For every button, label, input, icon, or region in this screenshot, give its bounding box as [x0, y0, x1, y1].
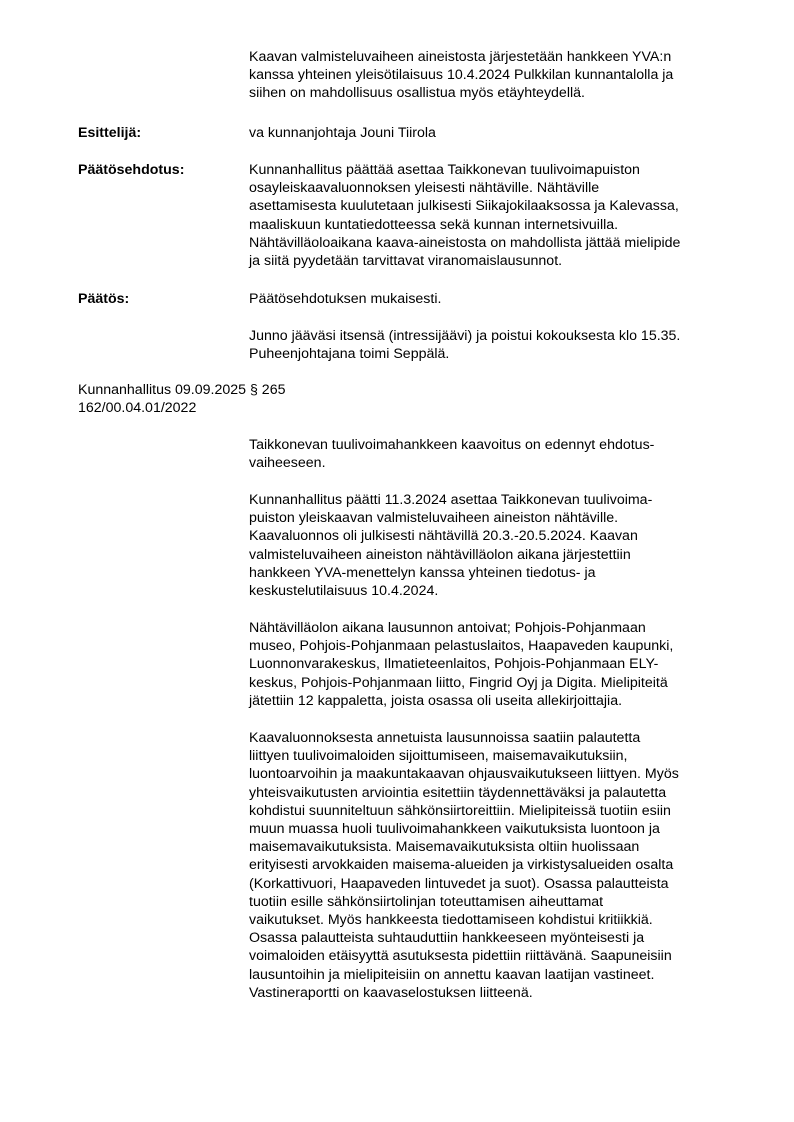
paragraph-line: Kaavaluonnos oli julkisesti nähtävillä 20.3.-20.5.2024. Kaavan: [249, 528, 638, 545]
intro-line: kanssa yhteinen yleisötilaisuus 10.4.2024 Pulkkilan kunnantalolla ja: [249, 67, 674, 84]
paragraph-line: tuotiin esille sähkönsiirtolinjan toteuttamisen aiheuttamat: [249, 893, 604, 910]
paragraph-line: maisemavaikutuksista. Maisemavaikutuksista oltiin huolissaan: [249, 839, 640, 856]
proposal-line: asettamisesta kuulutetaan julkisesti Siikajokilaaksossa ja Kalevassa,: [249, 198, 679, 215]
paragraph-line: museo, Pohjois-Pohjanmaan pelastuslaitos, Haapaveden kaupunki,: [249, 638, 674, 655]
decision-note-line: Junno jääväsi itsensä (intressijäävi) ja poistui kokouksesta klo 15.35.: [249, 328, 681, 344]
paragraph-line: erityisesti arvokkaiden maisema-alueiden ja virkistysalueiden osalta: [249, 857, 674, 874]
paragraph-line: muun muassa huoli tuulivoimahankkeen vaikutuksista luontoon ja: [249, 821, 660, 838]
proposal-line: osayleiskaavaluonnoksen yleisesti nähtäville. Nähtäville: [249, 180, 600, 197]
proposal-label: Päätösehdotus:: [78, 162, 185, 178]
decision-label: Päätös:: [78, 291, 130, 307]
record-number: 162/00.04.01/2022: [78, 400, 197, 417]
paragraph-history: [249, 491, 749, 600]
presenter-name: va kunnanjohtaja Jouni Tiirola: [249, 125, 436, 141]
paragraph-status: [249, 436, 749, 472]
paragraph-line: hankkeen YVA-menettelyn kanssa yhteinen tiedotus- ja: [249, 564, 596, 581]
paragraph-line: vaiheeseen.: [249, 455, 326, 472]
decision-value: [249, 290, 749, 308]
paragraph-feedback: [249, 729, 749, 1002]
paragraph-line: Vastineraportti on kaavaselostuksen liitteenä.: [249, 984, 533, 1001]
presenter-label: Esittelijä:: [78, 125, 142, 141]
intro-line: siihen on mahdollisuus osallistua myös etäyhteydellä.: [249, 85, 585, 102]
proposal-line: Nähtävilläoloaikana kaava-aineistosta on mahdollista jättää mielipide: [249, 234, 681, 251]
paragraph-line: lausuntoihin ja mielipiteisiin on annettu kaavan laatijan vastineet.: [249, 966, 655, 983]
paragraph-line: (Korkattivuori, Haapaveden lintuvedet ja suot). Osassa palautteista: [249, 875, 669, 892]
paragraph-line: vaikutukset. Myös hankkeesta tiedottamiseen kohdistui kritiikkiä.: [249, 912, 653, 929]
proposal-line: maaliskuun kuntatiedotteessa sekä kunnan internetsivuilla.: [249, 216, 619, 233]
paragraph-line: Kaavaluonnoksesta annetuista lausunnoissa saatiin palautetta: [249, 730, 641, 746]
meeting-reference: [78, 381, 285, 417]
proposal-line: Kunnanhallitus päättää asettaa Taikkonevan tuulivoimapuiston: [249, 162, 640, 178]
paragraph-line: jätettiin 12 kappaletta, joista osassa oli useita allekirjoittajia.: [249, 692, 623, 709]
paragraph-line: keskus, Pohjois-Pohjanmaan liitto, Fingrid Oyj ja Digita. Mielipiteitä: [249, 674, 668, 691]
paragraph-line: valmisteluvaiheen aineiston nähtävilläolon aikana järjestettiin: [249, 546, 631, 563]
presenter-value: [249, 124, 749, 142]
decision-text: Päätösehdotuksen mukaisesti.: [249, 291, 442, 307]
intro-paragraph: [249, 48, 749, 103]
paragraph-line: voimaloiden etäisyyttä asutuksesta pidettiin riittävänä. Saapuneisiin: [249, 948, 672, 965]
decision-note: [249, 327, 749, 363]
proposal-paragraph: [249, 161, 749, 270]
paragraph-line: yhteisvaikutusten arviointia esitettiin täydennettäväksi ja palautetta: [249, 784, 667, 801]
paragraph-line: puiston yleiskaavan valmisteluvaiheen aineiston nähtäville.: [249, 510, 619, 527]
paragraph-line: luontoarvoihin ja maakuntakaavan ohjausvaikutukseen liittyen. Myös: [249, 766, 679, 783]
paragraph-statements: [249, 619, 749, 710]
decision-note-line: Puheenjohtajana toimi Seppälä.: [249, 346, 450, 363]
paragraph-line: liittyen tuulivoimaloiden sijoittumiseen, maisemavaikutuksiin,: [249, 748, 628, 765]
paragraph-line: Taikkonevan tuulivoimahankkeen kaavoitus on edennyt ehdotus-: [249, 437, 655, 453]
paragraph-line: keskustelutilaisuus 10.4.2024.: [249, 583, 439, 600]
meeting-heading: Kunnanhallitus 09.09.2025 § 265: [78, 382, 286, 398]
paragraph-line: Kunnanhallitus päätti 11.3.2024 asettaa Taikkonevan tuulivoima-: [249, 492, 653, 508]
paragraph-line: Nähtävilläolon aikana lausunnon antoivat; Pohjois-Pohjanmaan: [249, 620, 646, 636]
intro-line: Kaavan valmisteluvaiheen aineistosta järjestetään hankkeen YVA:n: [249, 49, 672, 65]
paragraph-line: kohdistui suunniteltuun sähkönsiirtoreittiin. Mielipiteissä tuotiin esiin: [249, 802, 671, 819]
paragraph-line: Osassa palautteista suhtauduttiin hankkeeseen myönteisesti ja: [249, 930, 645, 947]
proposal-line: ja siitä pyydetään tarvittavat viranomaislausunnot.: [249, 253, 563, 270]
paragraph-line: Luonnonvarakeskus, Ilmatieteenlaitos, Pohjois-Pohjanmaan ELY-: [249, 656, 659, 673]
